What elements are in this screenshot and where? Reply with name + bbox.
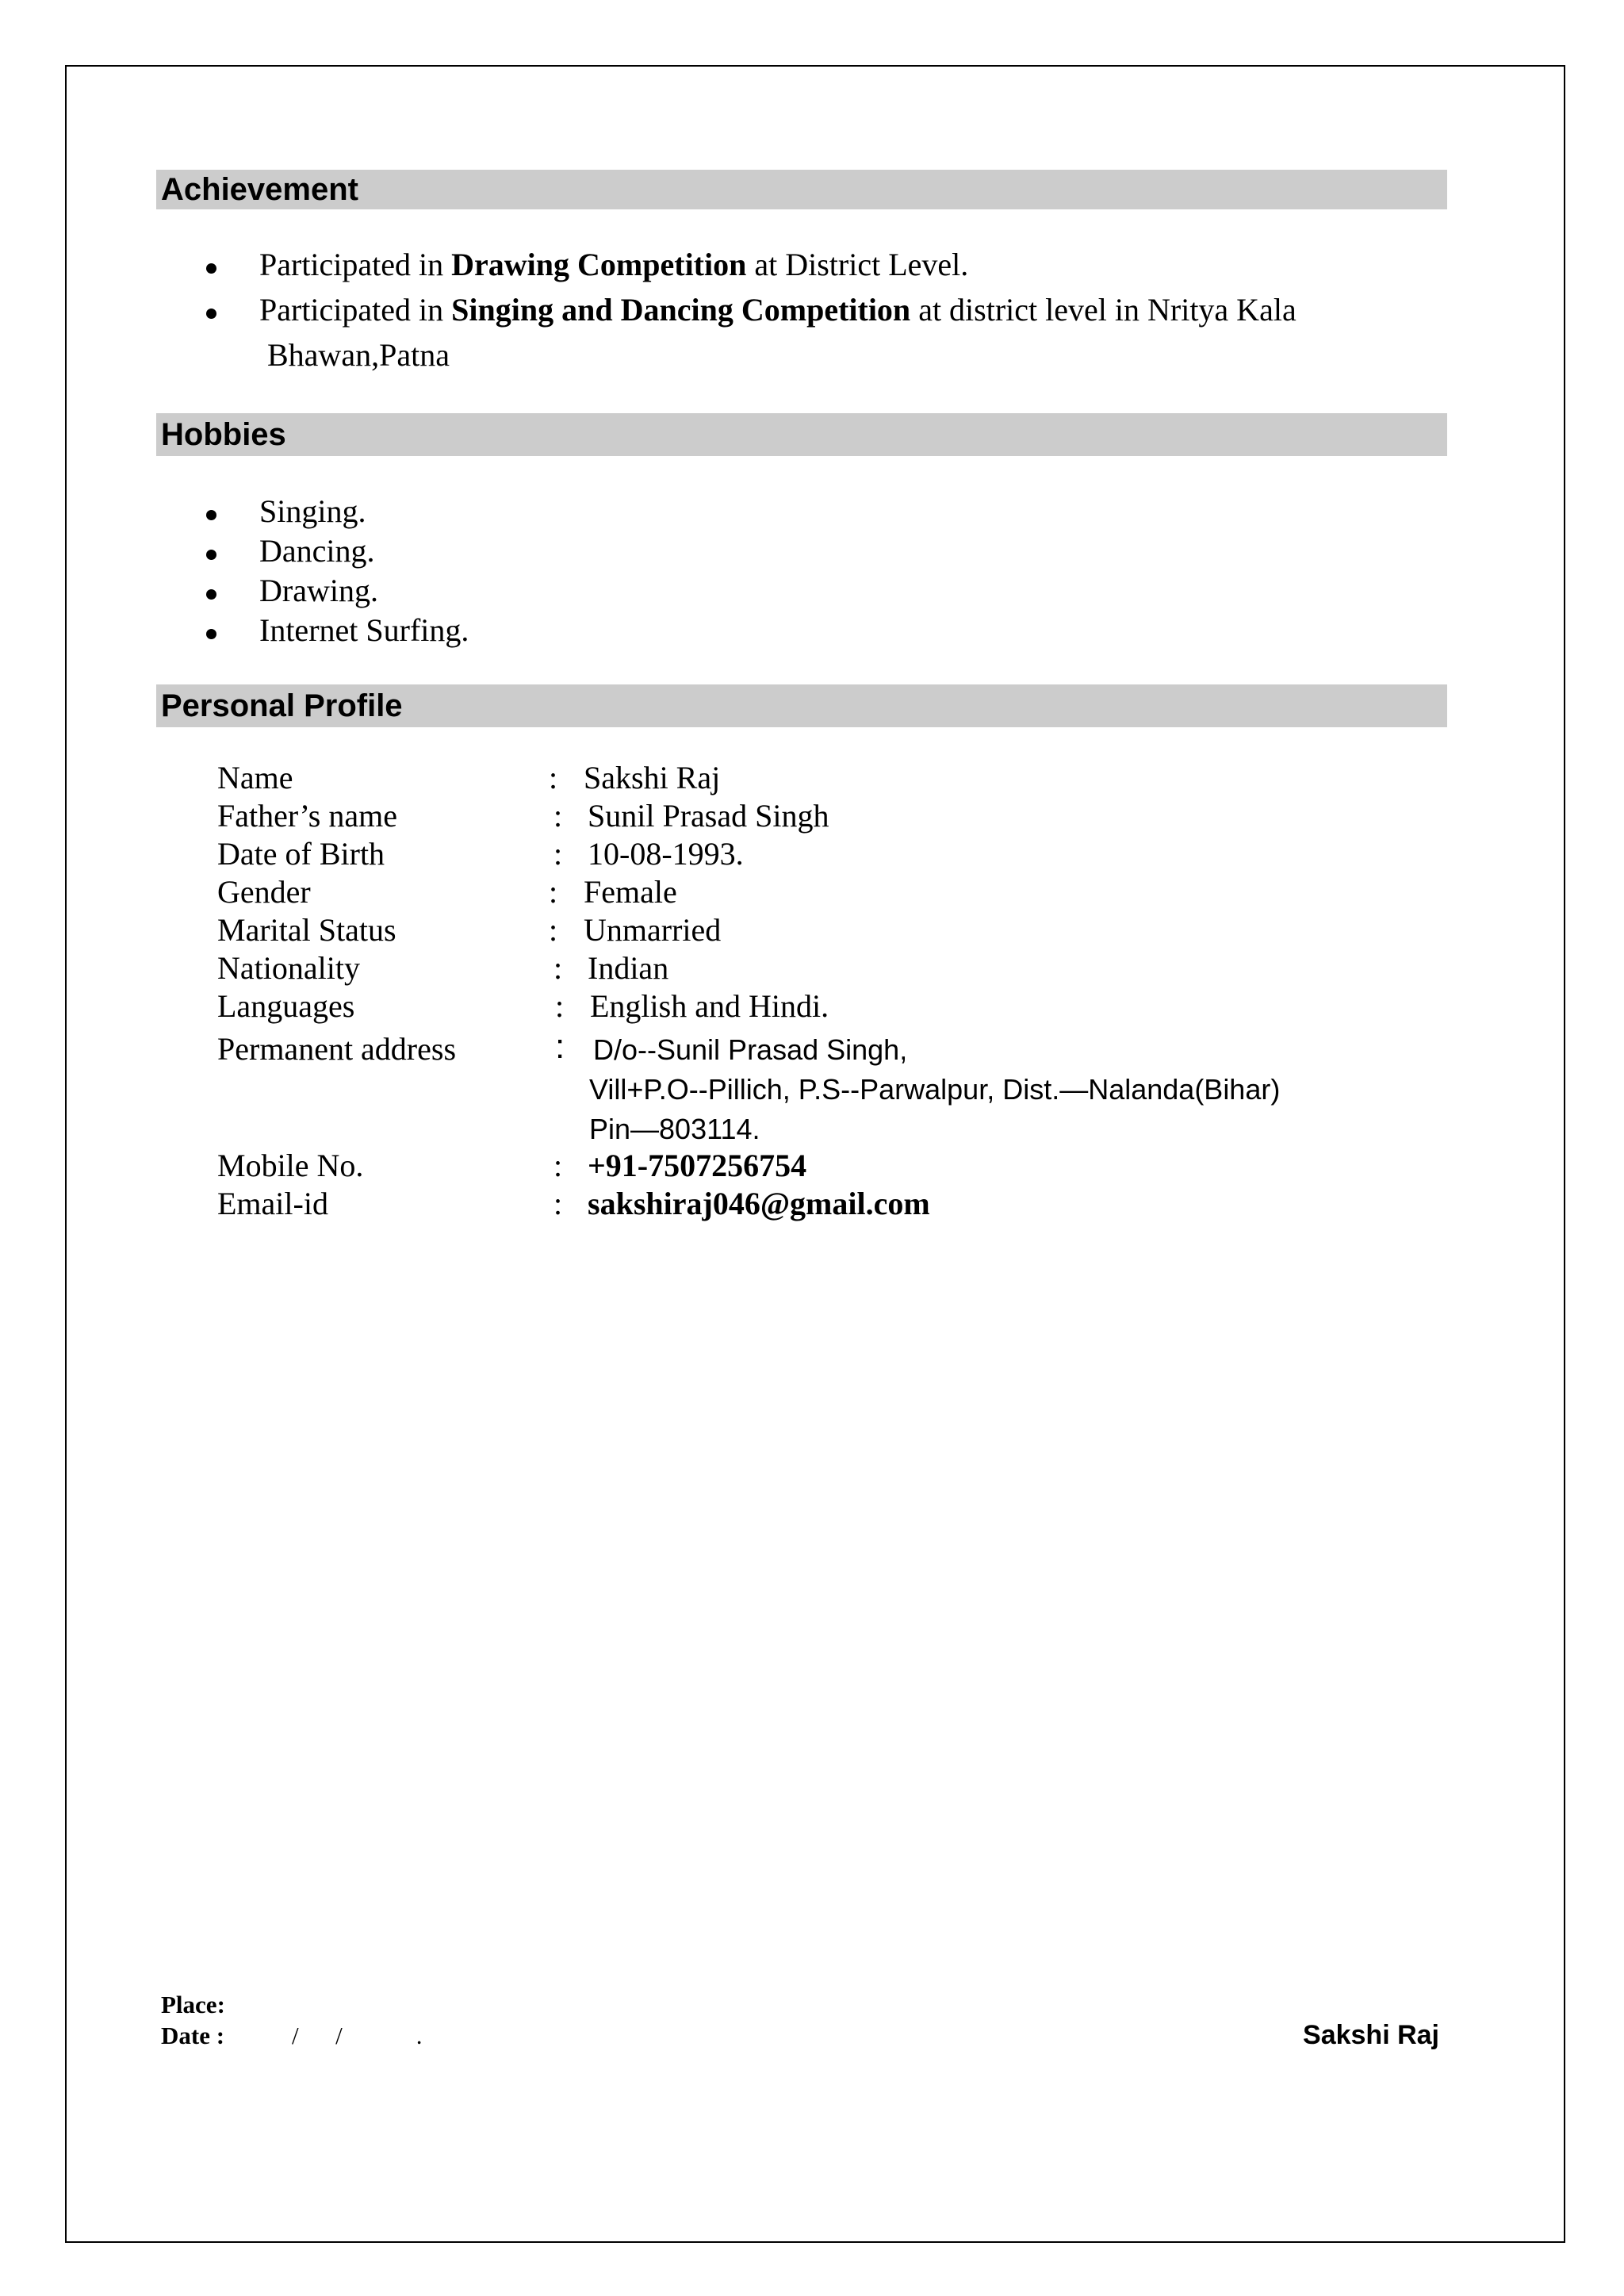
profile-value-dob: 10-08-1993.	[588, 836, 744, 872]
address-line: Pin—803114.	[589, 1113, 760, 1145]
profile-colon: :	[549, 874, 558, 910]
profile-colon: :	[549, 760, 558, 795]
profile-colon: :	[553, 836, 563, 872]
bullet-icon	[206, 309, 216, 319]
hobbies-title: Hobbies	[161, 417, 286, 452]
hobbies-header	[156, 413, 1447, 456]
achievement-item-continuation: Bhawan,Patna	[267, 337, 450, 373]
signature-name: Sakshi Raj	[1303, 2020, 1439, 2050]
address-line: Vill+P.O--Pillich, P.S--Parwalpur, Dist.—Nalanda(Bihar)	[589, 1073, 1281, 1106]
profile-value-email: sakshiraj046@gmail.com	[588, 1186, 930, 1221]
bullet-icon	[206, 263, 216, 274]
achievement-title: Achievement	[161, 172, 358, 207]
profile-label-dob: Date of Birth	[217, 836, 385, 872]
profile-colon: :	[555, 1027, 565, 1066]
profile-label-father: Father’s name	[217, 798, 397, 834]
personal-profile-header	[156, 684, 1447, 727]
profile-colon: :	[549, 912, 558, 948]
profile-value-marital: Unmarried	[584, 912, 722, 948]
address-line: D/o--Sunil Prasad Singh,	[593, 1033, 908, 1066]
profile-colon: :	[553, 950, 563, 986]
profile-colon: :	[553, 798, 563, 834]
date-label: Date :	[161, 2022, 225, 2049]
bullet-icon	[206, 510, 216, 520]
bullet-icon	[206, 550, 216, 560]
profile-label-marital: Marital Status	[217, 912, 396, 948]
profile-value-nationality: Indian	[588, 950, 669, 986]
profile-value-name: Sakshi Raj	[584, 760, 721, 795]
bullet-icon	[206, 629, 216, 639]
achievement-header	[156, 170, 1447, 209]
personal-profile-title: Personal Profile	[161, 688, 403, 723]
profile-colon: :	[553, 1186, 563, 1221]
profile-value-mobile: +91-7507256754	[588, 1148, 807, 1183]
profile-colon: :	[555, 988, 565, 1024]
profile-label-mobile: Mobile No.	[217, 1148, 364, 1183]
profile-value-father: Sunil Prasad Singh	[588, 798, 829, 834]
profile-label-name: Name	[217, 760, 293, 795]
bullet-icon	[206, 589, 216, 600]
profile-value-languages: English and Hindi.	[590, 988, 829, 1024]
place-label: Place:	[161, 1991, 225, 2018]
profile-label-address: Permanent address	[217, 1031, 457, 1067]
profile-value-gender: Female	[584, 874, 677, 910]
date-value: / / .	[292, 2022, 423, 2049]
profile-colon: :	[553, 1148, 563, 1183]
profile-label-nationality: Nationality	[217, 950, 360, 986]
profile-label-email: Email-id	[217, 1186, 328, 1221]
profile-label-gender: Gender	[217, 874, 311, 910]
profile-label-languages: Languages	[217, 988, 355, 1024]
